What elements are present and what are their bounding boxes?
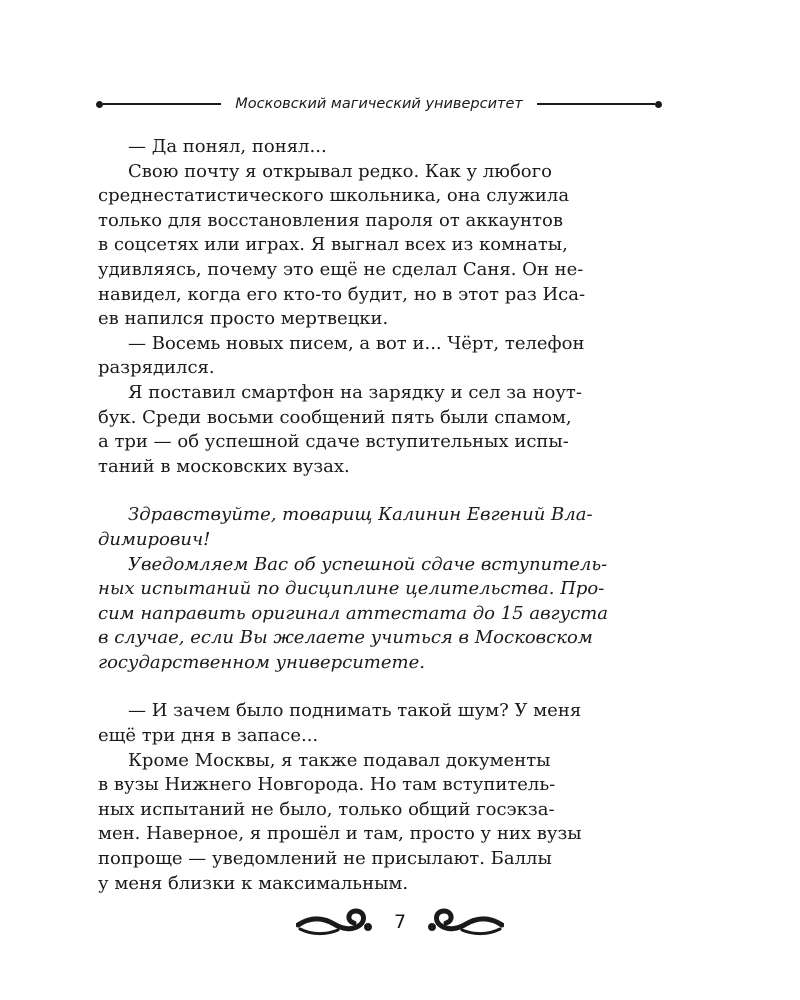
running-header: [96, 91, 662, 117]
text-line: таний в московских вузах.: [98, 455, 350, 477]
text-line: только для восстановления пароля от аккаунтов: [98, 209, 563, 231]
page-number: 7: [393, 911, 407, 933]
text-line: а три — об успешной сдаче вступительных испы-: [98, 431, 569, 453]
header-rule-right: [537, 101, 662, 108]
text-line: ных испытаний по дисциплине целительства. Про-: [98, 578, 605, 600]
text-line: — И зачем было поднимать такой шум? У меня: [128, 700, 582, 722]
text-line: Я поставил смартфон на зарядку и сел за ноут-: [128, 381, 582, 403]
text-line: удивляясь, почему это ещё не сделал Саня. Он не-: [98, 258, 584, 280]
text-line: ещё три дня в запасе...: [98, 725, 319, 747]
left-scroll-ornament: [296, 905, 376, 939]
running-title: Московский магический университет: [235, 96, 523, 112]
text-line: ных испытаний не было, только общий госэкза-: [98, 798, 555, 820]
text-line: попроще — уведомлений не присылают. Баллы: [98, 848, 552, 870]
text-line: Уведомляем Вас об успешной сдаче вступитель-: [128, 553, 608, 575]
text-line: — Восемь новых писем, а вот и... Чёрт, телефон: [128, 332, 585, 354]
text-line: Кроме Москвы, я также подавал документы: [128, 749, 551, 771]
paragraph: [98, 749, 660, 897]
text-line: Свою почту я открывал редко. Как у любого: [128, 160, 552, 182]
text-line: разрядился.: [98, 357, 215, 379]
letter-text: [98, 553, 660, 676]
paragraph: [98, 699, 660, 748]
paragraph: [98, 381, 660, 479]
text-line: мен. Наверное, я прошёл и там, просто у них вузы: [98, 823, 582, 845]
text-line: димирович!: [98, 528, 211, 550]
paragraph: [98, 332, 660, 381]
text-line: сим направить оригинал аттестата до 15 августа: [98, 602, 608, 624]
page-footer: [0, 897, 800, 947]
text-line: в соцсетях или играх. Я выгнал всех из комнаты,: [98, 234, 568, 256]
header-rule-left: [96, 101, 221, 108]
text-line: у меня близки к максимальным.: [98, 872, 409, 894]
email-letter: [98, 503, 660, 675]
text-line: Здравствуйте, товарищ Калинин Евгений Вла-: [128, 504, 593, 526]
text-line: в случае, если Вы желаете учиться в Московском: [98, 627, 593, 649]
paragraph: [98, 160, 660, 332]
letter-greeting: [98, 503, 660, 552]
paragraph: — Да понял, понял...: [128, 136, 327, 157]
text-line: в вузы Нижнего Новгорода. Но там вступитель-: [98, 774, 556, 796]
text-line: бук. Среди восьми сообщений пять были спамом,: [98, 406, 572, 428]
text-line: среднестатистического школьника, она служила: [98, 185, 570, 207]
text-line: ев напился просто мертвецки.: [98, 308, 389, 330]
text-line: государственном университете.: [98, 651, 425, 673]
text-line: навидел, когда его кто-то будит, но в этот раз Иса-: [98, 283, 586, 305]
right-scroll-ornament: [424, 905, 504, 939]
page-body: [98, 135, 660, 896]
